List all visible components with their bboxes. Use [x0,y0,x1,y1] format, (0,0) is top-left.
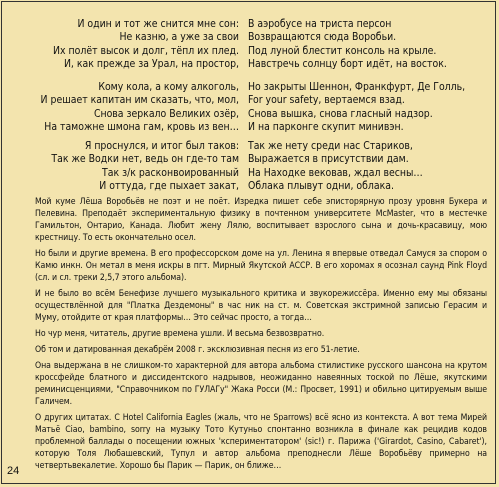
poem-line: На Находке вековав, ждал весны… [248,166,423,179]
stanza-left-column [53,18,239,71]
poem-line: Так з/к расконвоированный [102,166,239,179]
poem-line: Так же Водки нет, ведь он где-то там [51,153,239,166]
poem-line: For your safety, вертаемся взад. [248,94,405,107]
poem-line: И на парконге скупит минивэн. [248,120,404,133]
poem-line: Снова вышка, снова гласный надзор. [248,107,433,120]
poem-line: Их полёт высок и долг, тёпл их плед. [53,44,239,57]
prose-paragraph: И не было во всём Бенефизе лучшего музыкального критика и звукорежиссёра. Именно ему мы обязаны осуществлённой для "Платка Дездемоны" в час ник на ст. м. Советская экстримной записью Герасим и Муму, отойдите от края платформы… Это сейчас просто, а тогда… [35,289,487,323]
prose-paragraph: Мой куме Лёша Воробьёв не поэт и не поёт. Изредка пишет себе эписторярную прозу уровня Букера и Пелевина. Преподаёт экспериментальную физику в почтенном университете McMaster, что в местечке Гамильтон, Онтарио, Канада. Любит жену Лялю, воспитывает взрослого сына и дочь-красавицу, мою крестницу. То есть окончательно осел. [35,197,487,243]
poem-line: Я проснулся, и итог был таков: [84,140,239,152]
stanza-left-column [51,140,239,193]
prose-paragraph: О других цитатах. С Hotel California Eagles (жаль, что не Sparrows) всё ясно из контекста. А вот тема Мирей Матьё Ciao, bambino, sorry на музыку Тото Кутуньо спонтанно возникла в финале как рецидив кодов проблемной баллады о посещении южных 'кспериментатором' (sic!) г. Парижа ('Girardot, Casino, Cabaret'), которую Толя Любашевский, Тупул и автор альбома преподнесли Лёше Воробьёву примерно на четвертьвекалетие. Хорошо бы Парик — Парик, он ближе… [35,413,487,471]
stanza-right-column [248,81,465,134]
poem-line: Но закрыты Шеннон, Франкфурт, Де Голль, [248,81,466,93]
prose-body [35,196,487,472]
poem-line: В аэробусе на триста персон [248,18,392,30]
poem-line: Облака плывут одни, облака. [248,179,394,192]
poem-line: На таможне шмона гам, кровь из вен… [44,120,239,133]
poem-line: Возвращаются сюда Воробьи. [248,31,397,44]
poem-line: Кому кола, а кому алкоголь, [98,81,239,93]
stanza-right-column [248,140,423,193]
stanza-right-column [248,18,447,71]
prose-paragraph: Но были и другие времена. В его профессорском доме на ул. Ленина я впервые отведал Самуся за спором о Камю инкн. Он метал в меня искры в пгт. Мирный Якутской АССР. В его хоромах я осознал саунд Pink Floyd (сл. и сл. треки 2,5,7 этого альбома). [35,249,487,283]
poem-line: Снова зеркало Великих озёр, [93,107,239,120]
poem-line: И один и тот же снится мне сон: [77,18,239,30]
poem-line: Под луной блестит консоль на крыле. [248,44,437,57]
poem-line: Выражается в присутствии дам. [248,153,409,166]
prose-paragraph: Она выдержана в не слишком-то характерной для автора альбома стилистике русского шансона на крутом кроссфейде блатного и диссидентского надрывов, неожиданно навеянных тоской по Лёше, якутскими реминисценциями, "Справочником по ГУЛАГу" Жака Росси (М.: Просвет, 1991) и обильно цитируемым выше Галичем. [35,361,487,407]
poem-line: И, как прежде за Урал, на простор, [63,57,239,70]
poem-line: И оттуда, где пыхает закат, [99,179,239,192]
poem-line: Так же нету среди нас Стариков, [248,140,413,152]
prose-paragraph: Об том и датированная декабрём 2008 г. эксклюзивная песня из его 51-летие. [35,345,360,355]
stanza-left-column [41,81,239,134]
poem-line: И решает капитан им сказать, что, мол, [40,94,239,107]
poem-line: Не казню, а уже за свои [119,31,239,44]
prose-paragraph: Но чур меня, читатель, другие времена ушли. И весьма безвозвратно. [35,329,325,339]
document-page [1,1,496,484]
page-number: 24 [7,465,20,477]
poem-line: Навстречь солнцу борт идёт, на восток. [248,57,447,70]
